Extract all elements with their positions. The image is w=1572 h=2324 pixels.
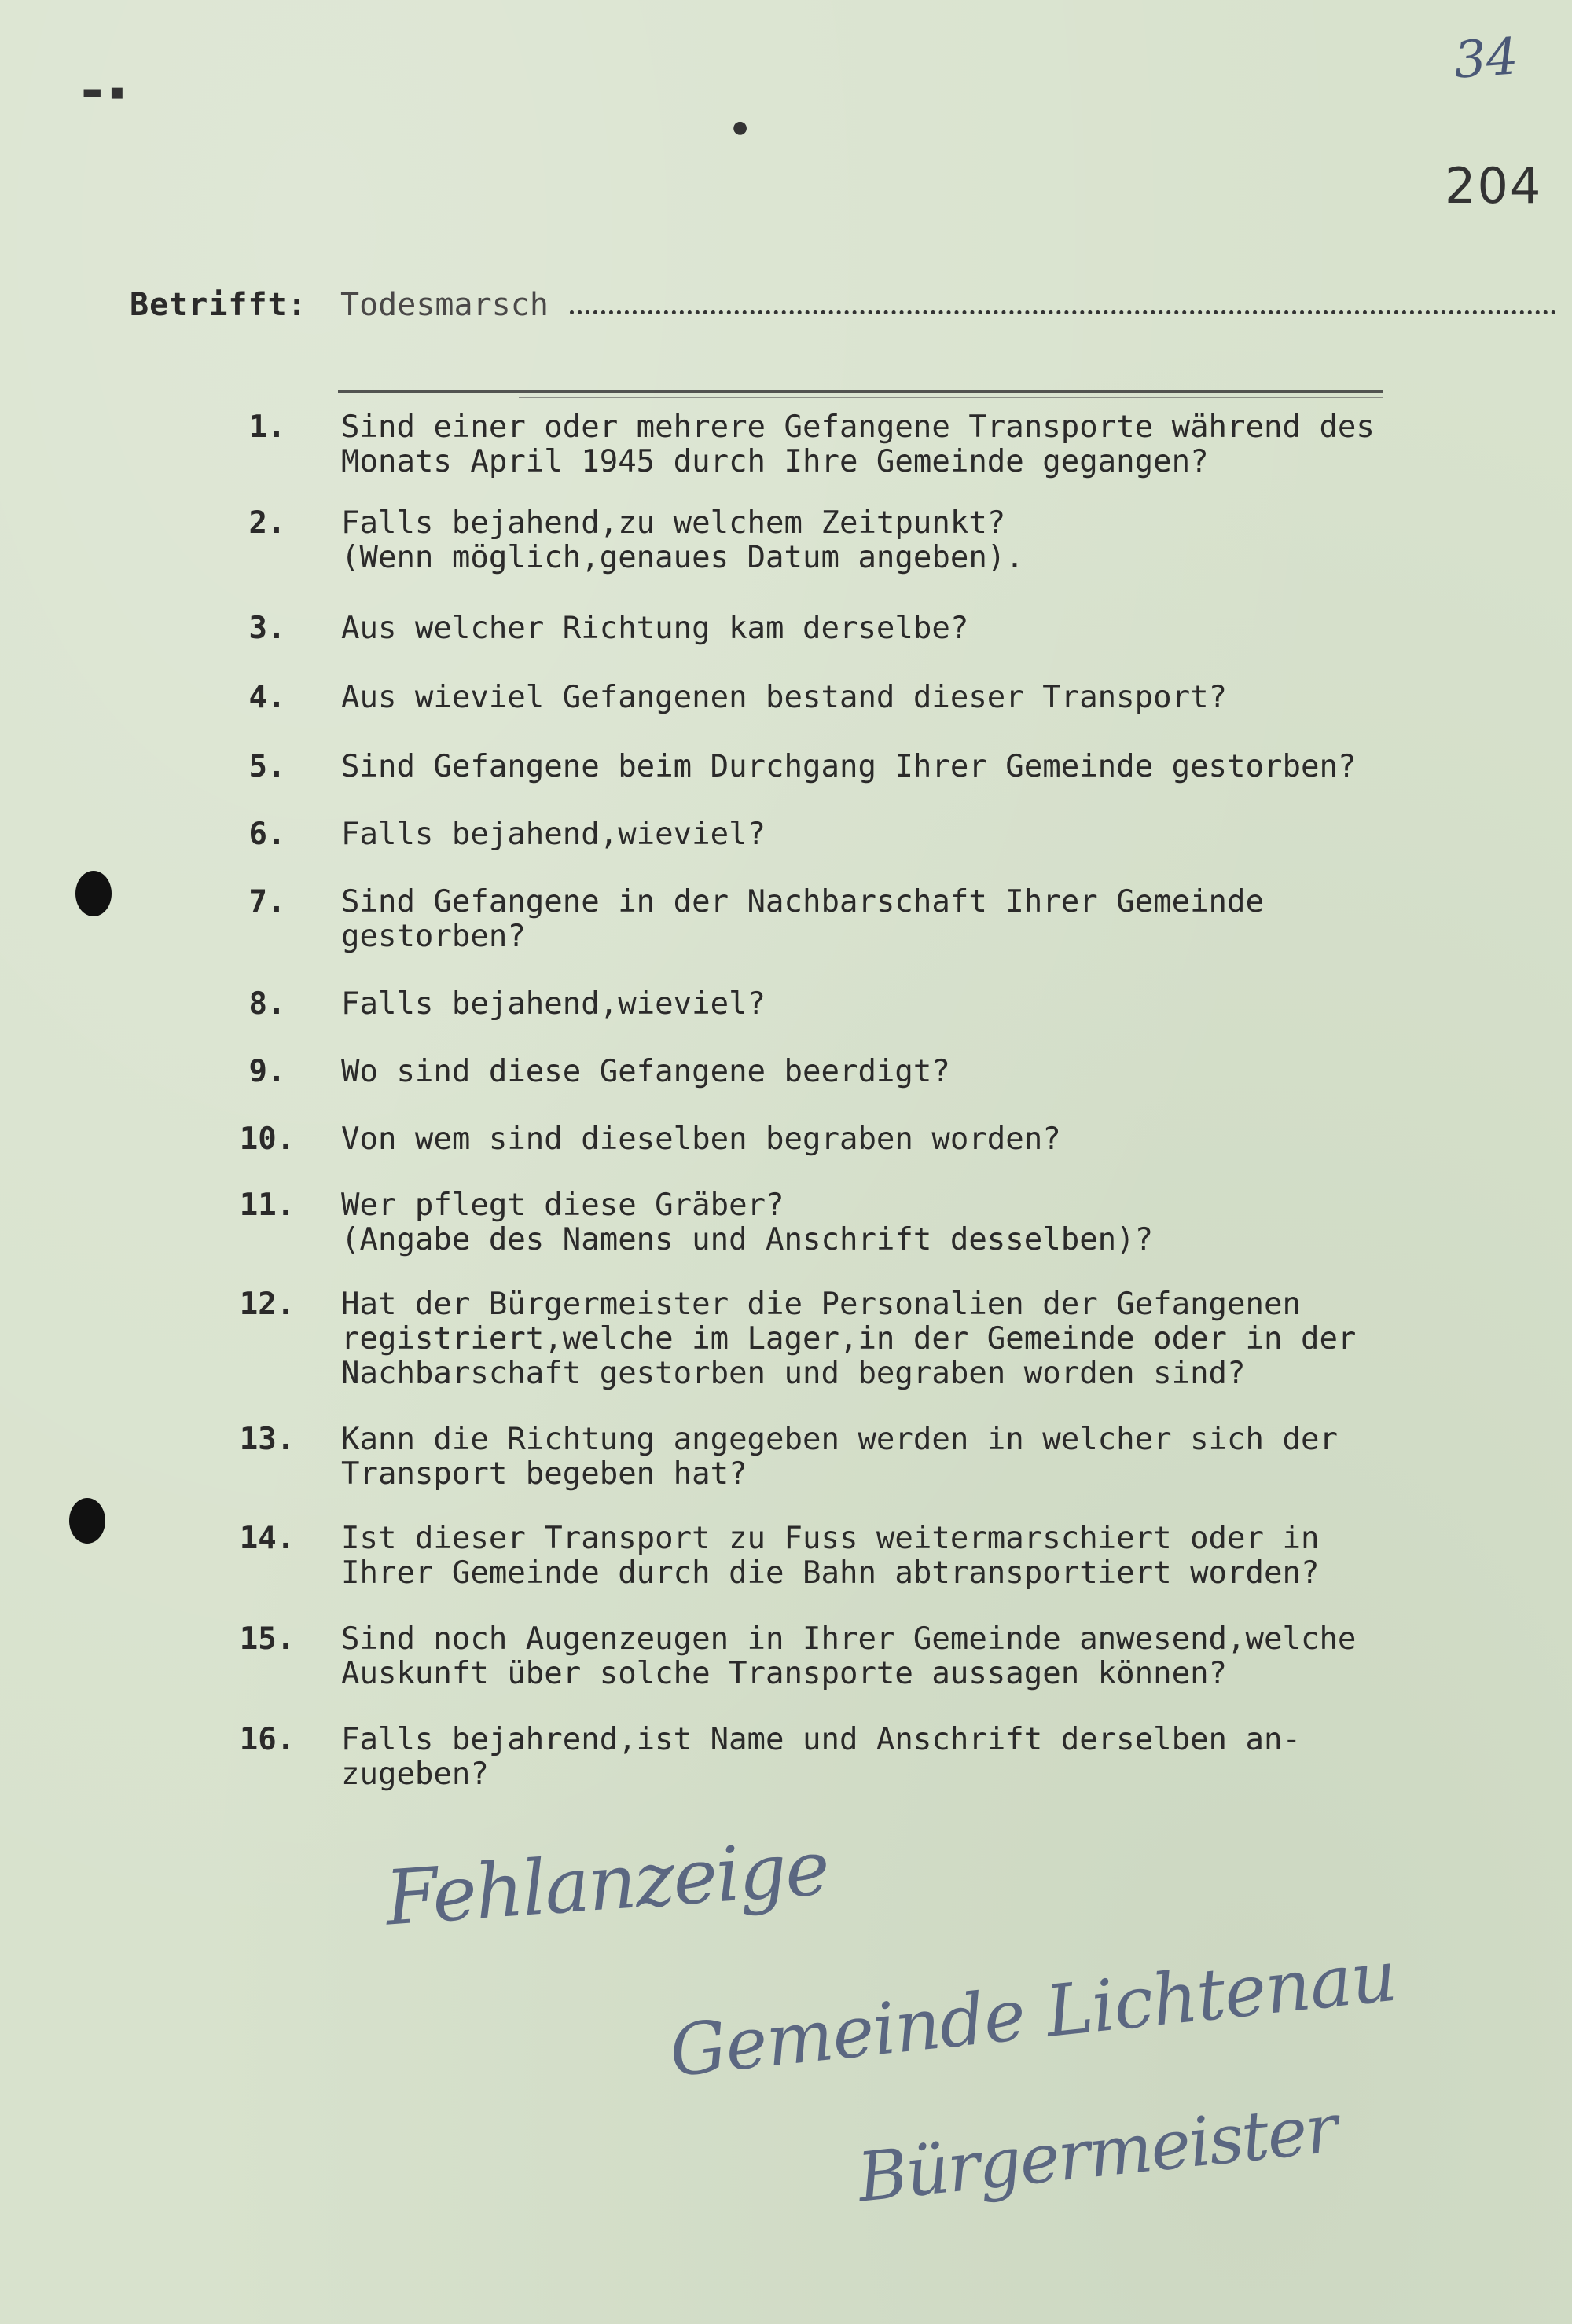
question-number: 10. [239,1122,296,1157]
punch-hole [69,1498,105,1544]
punch-hole [75,871,112,916]
question-number: 16. [239,1722,296,1757]
question-number: 7. [248,884,286,920]
separator-rule [338,390,1383,393]
question-text: Ist dieser Transport zu Fuss weitermarschiert oder in Ihrer Gemeinde durch die Bahn abtransportiert worden? [341,1521,1320,1591]
subject-label: Betrifft: [130,287,307,323]
question-text: Sind noch Augenzeugen in Ihrer Gemeinde anwesend,welche Auskunft über solche Transporte aussagen können? [341,1621,1357,1691]
subject-value: Todesmarsch [340,287,549,323]
question-text: Wer pflegt diese Gräber? (Angabe des Namens und Anschrift desselben)? [341,1188,1154,1257]
question-number: 14. [239,1521,296,1556]
dotted-leader [570,310,1556,314]
question-text: Sind einer oder mehrere Gefangene Transporte während des Monats April 1945 durch Ihre Gemeinde gegangen? [341,409,1375,479]
question-number: 1. [248,409,286,445]
separator-rule-secondary [519,397,1383,398]
question-text: Falls bejahend,zu welchem Zeitpunkt? (Wenn möglich,genaues Datum angeben). [341,505,1024,575]
page-number: 204 [1445,157,1543,215]
question-number: 8. [248,986,286,1022]
question-number: 5. [248,749,286,784]
question-text: Kann die Richtung angegeben werden in welcher sich der Transport begeben hat? [341,1422,1338,1492]
handwritten-municipality: Gemeinde Lichtenau [666,1934,1400,2094]
question-text: Sind Gefangene in der Nachbarschaft Ihrer Gemeinde gestorben? [341,884,1264,954]
question-number: 15. [239,1621,296,1657]
question-number: 9. [248,1054,286,1089]
question-text: Falls bejahend,wieviel? [341,817,766,852]
handwritten-note: Fehlanzeige [382,1823,832,1943]
question-text: Falls bejahrend,ist Name und Anschrift derselben an- zugeben? [341,1722,1301,1792]
question-number: 4. [248,680,286,715]
question-text: Sind Gefangene beim Durchgang Ihrer Gemeinde gestorben? [341,749,1357,784]
question-number: 6. [248,817,286,852]
folio-number: 34 [1452,28,1520,90]
question-text: Von wem sind dieselben begraben worden? [341,1122,1061,1157]
question-text: Aus wieviel Gefangenen bestand dieser Transport? [341,680,1228,715]
question-number: 13. [239,1422,296,1457]
question-text: Hat der Bürgermeister die Personalien der Gefangenen registriert,welche im Lager,in der Gemeinde oder in der Nachbarschaft gestorben und begraben worden sind? [341,1287,1357,1391]
question-number: 2. [248,505,286,541]
corner-mark: ▬ ▪ [82,79,125,105]
question-text: Wo sind diese Gefangene beerdigt? [341,1054,950,1089]
handwritten-signature: Bürgermeister [854,2089,1340,2218]
question-text: Falls bejahend,wieviel? [341,986,766,1022]
question-number: 3. [248,611,286,646]
question-number: 12. [239,1287,296,1322]
question-number: 11. [239,1188,296,1223]
question-text: Aus welcher Richtung kam derselbe? [341,611,969,646]
ink-dot: ● [733,118,748,138]
